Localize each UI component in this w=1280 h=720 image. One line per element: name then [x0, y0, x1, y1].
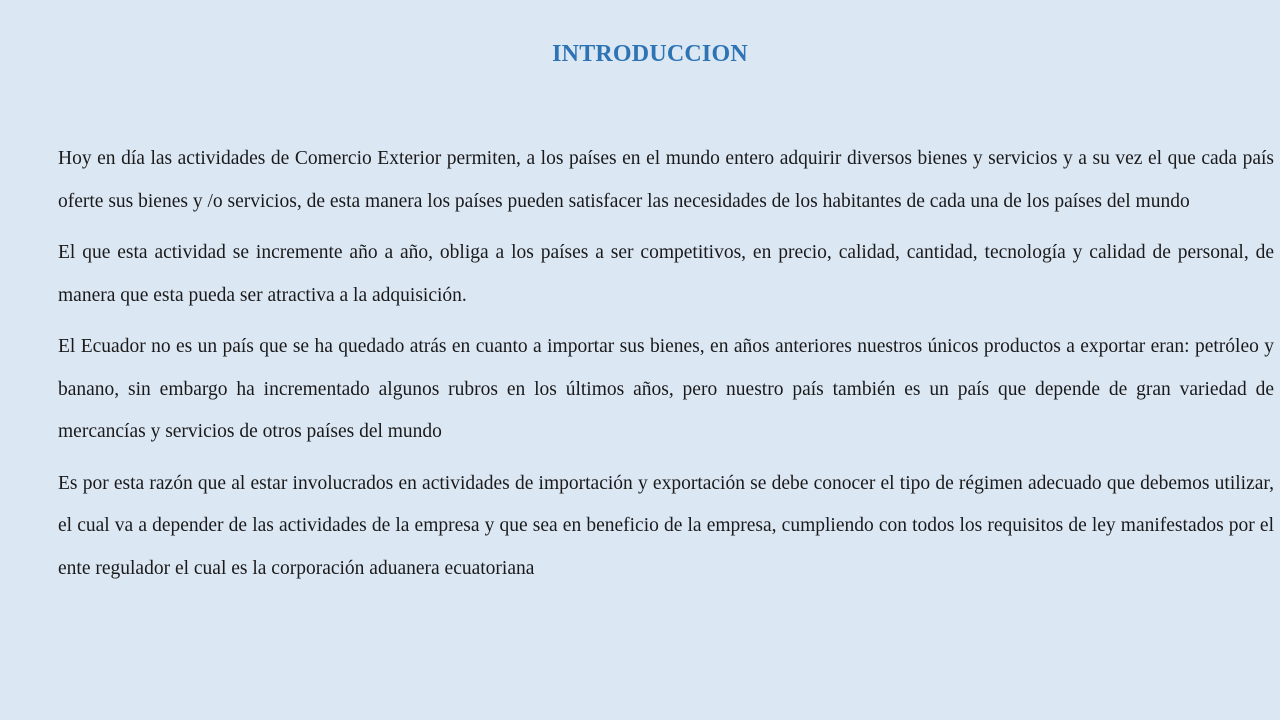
paragraph-1: Hoy en día las actividades de Comercio Exterior permiten, a los países en el mundo entero adquirir diversos bienes y servicios y a su vez el que cada país oferte sus bienes y /o servicios, de esta manera los países pueden satisfacer las necesidades de los habitantes de cada una de los países del mundo [58, 148, 1274, 212]
paragraph-3: El Ecuador no es un país que se ha quedado atrás en cuanto a importar sus bienes, en años anteriores nuestros únicos productos a exportar eran: petróleo y banano, sin embargo ha incrementado algunos rubros en los últimos años, pero nuestro país también es un país que depende de gran variedad de mercancías y servicios de otros países del mundo [58, 336, 1274, 442]
slide-body [58, 138, 1274, 599]
slide-title: INTRODUCCION [552, 41, 748, 67]
paragraph-4: Es por esta razón que al estar involucrados en actividades de importación y exportación se debe conocer el tipo de régimen adecuado que debemos utilizar, el cual va a depender de las actividades de la empresa y que sea en beneficio de la empresa, cumpliendo con todos los requisitos de ley manifestados por el ente regulador el cual es la corporación aduanera ecuatoriana [58, 472, 1274, 579]
paragraph-2: El que esta actividad se incremente año a año, obliga a los países a ser competitivos, en precio, calidad, cantidad, tecnología y calidad de personal, de manera que esta pueda ser atractiva a la adquisición. [58, 242, 1274, 306]
